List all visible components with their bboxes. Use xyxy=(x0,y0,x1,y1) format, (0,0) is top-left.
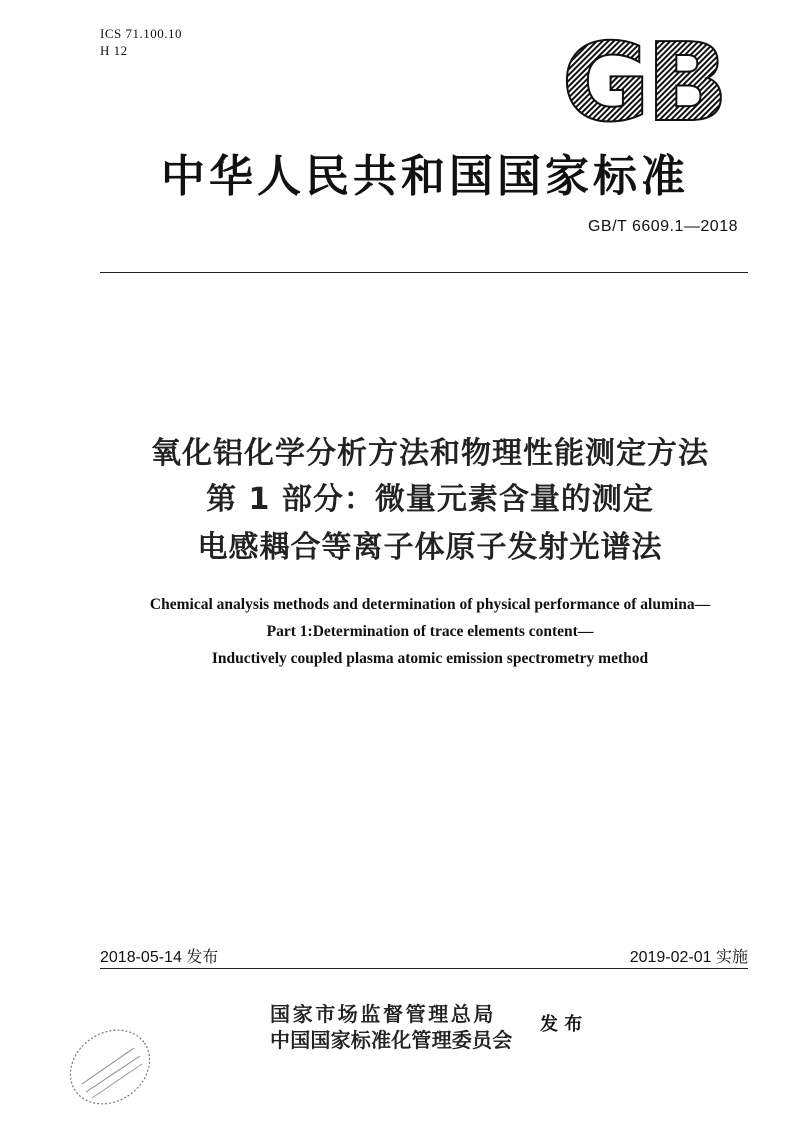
issuer-samr: 国家市场监督管理总局 xyxy=(270,1002,496,1026)
title-en-line-3: Inductively coupled plasma atomic emission spectrometry method xyxy=(211,650,649,667)
issuer-sac: 中国国家标准化管理委员会 xyxy=(270,1028,513,1052)
publish-label: 发 布 xyxy=(540,1014,583,1035)
title-en-line-2: Part 1:Determination of trace elements content— xyxy=(266,623,594,640)
national-standard-title: 中华人民共和国国家标准 xyxy=(161,151,689,202)
svg-text:GB: GB xyxy=(561,32,725,132)
title-en-line-1: Chemical analysis methods and determination of physical performance of alumina— xyxy=(149,596,711,613)
classification-code: H 12 xyxy=(100,43,128,58)
implementation-date: 2019-02-01 实施 xyxy=(629,949,748,966)
title-cn-line-1: 氧化铝化学分析方法和物理性能测定方法 xyxy=(151,436,709,471)
title-cn-line-2: 第 1 部分：微量元素含量的测定 xyxy=(206,482,654,517)
standard-number: GB/T 6609.1—2018 xyxy=(587,218,738,235)
title-cn-line-3: 电感耦合等离子体原子发射光谱法 xyxy=(197,530,663,565)
seal-stamp-icon xyxy=(60,1022,160,1112)
top-divider xyxy=(100,272,748,273)
issue-date: 2018-05-14 发布 xyxy=(100,949,219,966)
gb-logo xyxy=(548,32,738,132)
bottom-divider xyxy=(100,968,748,969)
ics-code: ICS 71.100.10 xyxy=(100,26,182,41)
